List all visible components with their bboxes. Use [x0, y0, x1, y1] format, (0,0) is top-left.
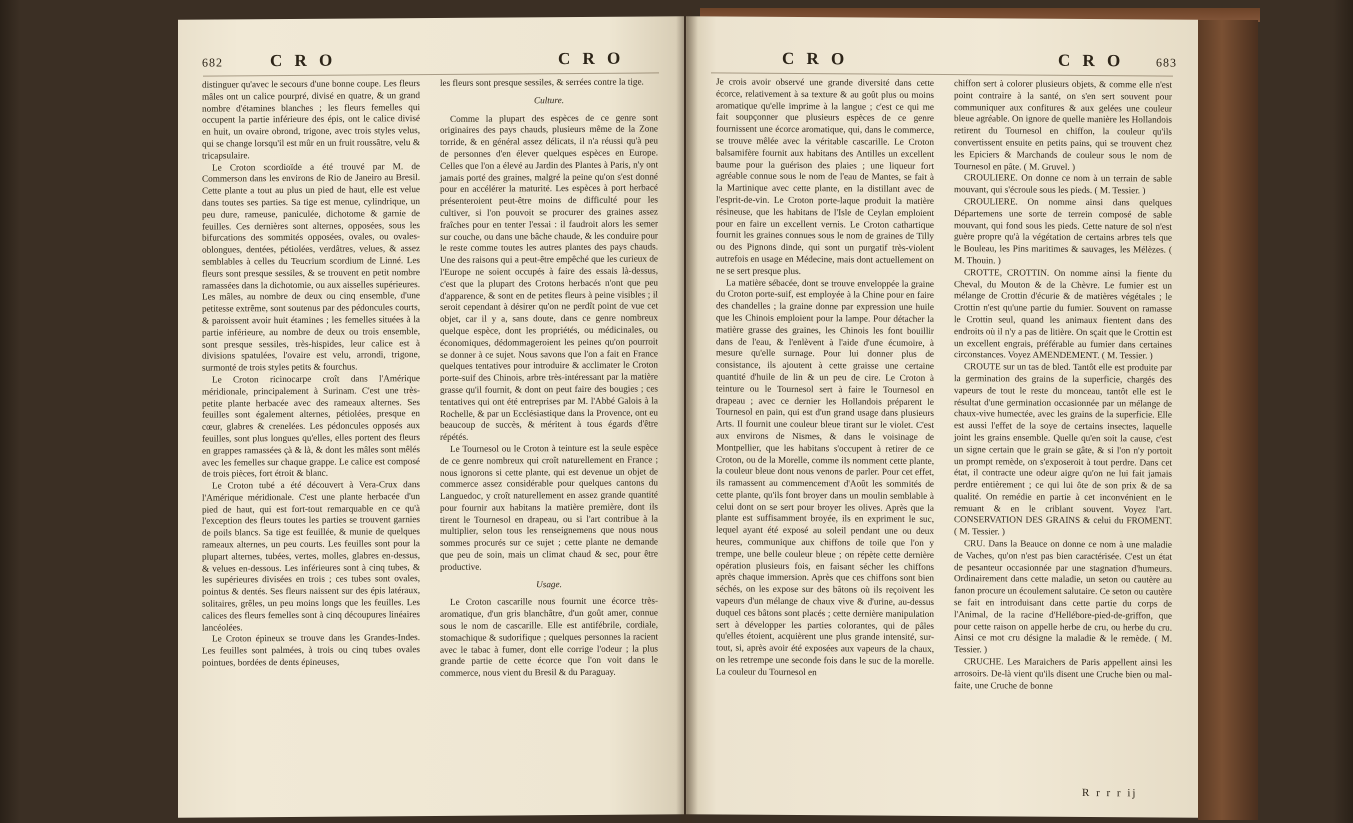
entry-cru: CRU. Dans la Beauce on donne ce nom à une maladie de Vaches, qu'on n'est pas bien caractérisée. C'est un état de pesanteur occasionnée par une stagnation d'humeurs. Ordinairement dans cette maladie, un seton ou cautère au fanon procure un écoulement salutaire. Ce seton ou cautère se fait en introduisant dans cette partie du corps de l'Animal, de la racine d'Hellébore-pied-de-griffon, que pour cette raison on appelle herbe de cru, ou herbe du cru. Ainsi ce mot cru désigne la maladie & le remède. ( M. Tessier. )	[954, 538, 1172, 655]
right-catchword-1: C R O	[782, 48, 849, 69]
paragraph: distinguer qu'avec le secours d'une bonne coupe. Les fleurs mâles ont un calice pourpré, divisé en quatre, & un grand nombre d'étamines blanches ; les fleurs femelles qui occupent la partie inférieure des épis, ont le calice divisé en huit, un ovaire obrond, trigone, avec trois styles velus, qui se change lorsqu'il est mûr en un fruit roussâtre, velu & tricapsulaire.	[202, 78, 420, 161]
paragraph: Comme la plupart des espèces de ce genre sont originaires des pays chauds, plusieurs même de la Zone torride, & en général assez délicats, il n'a réussi qu'à peu de personnes d'en élever quelques espèces en Europe. Celles que l'on a élevé au Jardin des Plantes à Paris, n'y ont jamais porté des graines, malgré la peine qu'on s'est donné pour en accélérer la maturité. Les espèces à port herbacé présenteroient peut-être moins de difficulté pour les cultiver, si l'on pouvoit se procurer des graines assez fraîches pour en tenter l'essai : il faudroit alors les semer sur couche, ou dans une bâche chaude, & les conduire pour le reste comme toutes les autres plantes des pays chauds. Une des raisons qui a peut-être empêché que les curieux de l'Europe ne soient occupés à faire des essais là-dessus, c'est que la plupart des Crotons herbacés n'ont que peu d'apparence, & sont en de petites fleurs à peine visibles ; il seroit cependant à désirer qu'on ne perdît point de vue cet objet, car il y a, sans doute, dans ce genre nombreux quelque espèce, dont les propriétés, ou médicinales, ou économiques, dédommageroient les peines qu'on pourroit se donner à ce sujet. Nous savons que l'on a fait en France quelques tentatives pour introduire & acclimater le Croton porte-suif des Chinois, arbre très-intéressant par la matière grasse qu'il fournit, & dont on peut faire des bougies ; ces tentatives qui ont été entreprises par M. l'Abbé Galois à la Rochelle, & par un Ecclésiastique dans la Provence, ont eu beaucoup de succès, & méritent à tous égards d'être répétés.	[440, 112, 658, 443]
paragraph: les fleurs sont presque sessiles, & serrées contre la tige.	[440, 76, 644, 88]
right-page-header	[686, 46, 1198, 76]
entry-cruche: CRUCHE. Les Maraichers de Paris appellent ainsi les arrosoirs. De-là vient qu'ils disent une Cruche bien ou mal-faite, une Cruche de bonne	[954, 656, 1172, 691]
right-column-1	[716, 76, 934, 679]
paragraph: La matière sébacée, dont se trouve enveloppée la graine du Croton porte-suif, est employée à la Chine pour en faire des chandelles ; la graine donne par expression une huile que les Chinois emploient pour la lampe. Pour détacher la matière grasse des graines, les Chinois les font bouillir dans de l'eau, & l'enlèvent à l'aide d'une écumoire, à mesure qu'elle surnage. Pour lui donner plus de consistance, ils ajoutent à cette graisse une certaine quantité d'huile de lin & un peu de cire. Le Croton à teinture ou le Tournesol sert à faire le Tournesol en drapeau ; avec ce dernier les Hollandois préparent le Tournesol en pain, qui est d'un grand usage dans plusieurs Arts. Il fournit une couleur bleue tirant sur le violet. C'est aux environs de Nismes, & dans le voisinage de Montpellier, que les habitans s'occupent à retirer de ce Croton, ou de la Morelle, comme ils nomment cette plante, la couleur bleue dont nous venons de parler. Pour cet effet, ils ramassent au commencement d'Août les sommités de cette plante, qu'ils font broyer dans un moulin semblable à celui dont on se sert pour broyer les olives. Après que la plante est suffisamment broyée, ils en expriment le suc, lequel ayant été exposé au soleil pendant une ou deux heures, communique aux chiffons de toile que l'on y trempe, une belle couleur bleue ; on répète cette dernière opération plusieurs fois, en faisant sécher les chiffons après chaque immersion. Après que ces chiffons sont bien séchés, on les expose sur des bâtons où ils reçoivent les vapeurs d'un mélange de chaux vive & d'urine, au-dessus duquel ces bâtons sont placés ; cette dernière manipulation sert à développer les parties colorantes, qui de pâles qu'elles étoient, acquièrent une plus grande intensité, sur-tout, si, après avoir été exposées aux vapeurs de la chaux, on les retrempe une seconde fois dans le suc de la morelle. La couleur du Tournesol en	[716, 277, 934, 677]
book-gutter	[676, 10, 698, 823]
paragraph: Le Croton épineux se trouve dans les Grandes-Indes. Les feuilles sont palmées, à trois ou cinq tubes ovales pointues, bordées de dents épineuses,	[202, 632, 420, 668]
entry-croute: CROUTE sur un tas de bled. Tantôt elle est produite par la germination des grains de la superficie, chargés des vapeurs de tout le reste du monceau, tantôt elle est le résultat d'une germination occasionnée par un mélange de chaux-vive humectée, avec les grains de la superficie. Elle est aussi l'effet de la soye de certains insectes, laquelle joint les grains ensemble. Quelle qu'en soit la cause, c'est un signe certain que le grain se gâte, & si l'on n'y portoit un prompt remède, on s'exposeroit à tout perdre. Dans cet état, il contracte une odeur aigre qu'on ne lui fait jamais perdre entièrement ; ce qui lui ôte de son prix & de sa qualité. On remédie en partie à cet inconvénient en le remuant & en le criblant souvent. Voyez l'art. CONSERVATION DES GRAINS & celui du FROMENT. ( M. Tessier. )	[954, 361, 1172, 537]
left-column-2	[440, 76, 658, 680]
right-catchword-2: C R O	[1058, 50, 1125, 71]
paragraph: Le Croton scordioïde a été trouvé par M. de Commerson dans les environs de Rio de Janeiro au Bresil. Cette plante a tout au plus un pied de haut, elle est velue dans toutes ses parties. Sa tige est menue, cylindrique, un peu dure, rameuse, paniculée, dichotome & garnie de feuilles. Ces dernières sont alternes, opposées, sous les bifurcations des sommités opposées, ovales, ou ovales-oblongues, dentées, pétiolées, verdâtres, velues, & assez semblables à celles du Teucrium scordium de Linné. Les fleurs sont presque sessiles, & se trouvent en petit nombre ramassées dans la dichotomie, ou aux aisselles supérieures. Les mâles, au nombre de deux ou cinq ensemble, d'une petitesse extrême, sont soutenus par des pédoncules courts, & paroissent avoir huit étamines ; les femelles situées à la partie inférieure, au nombre de deux ou trois ensemble, sont presque sessiles, très-hispides, leur calice est à divisions spatulées, l'ovaire est velu, arrondi, trigone, surmonté de trois styles petits & fourchus.	[202, 160, 420, 373]
left-catchword-1: C R O	[270, 50, 337, 71]
section-heading-usage: Usage.	[536, 578, 562, 589]
paragraph: Le Croton tubé a été découvert à Vera-Crux dans l'Amérique méridionale. C'est une plante herbacée d'un pied de haut, qui est fort-tout remarquable en ce qu'à l'exception des fleurs toutes les parties se trouvent garnies de poils blancs. Sa tige est feuillée, & munie de quelques rameaux alternes, un peu courts. Les feuilles sont pour la plupart alternes, tubées, vertes, molles, glabres en-dessus, & velues en-dessous. Les inférieures sont à cinq tubes, & les supérieures divisées en trois ; ces tubes sont ovales, pointus & dentés. Ses fleurs naissent sur des épis latéraux, solitaires, grêles, un peu moins longs que les feuilles. Les calices des fleurs femelles sont à cinq découpures linéaires lancéolées.	[202, 479, 420, 633]
entry-crotte: CROTTE, CROTTIN. On nomme ainsi la fiente du Cheval, du Mouton & de la Chèvre. Le fumier est un mélange de Crottin d'écurie & de matières végétales ; le Crottin n'est qu'une partie du fumier. Souvent on ramasse le Crottin seul, quand les animaux fientent dans des endroits où il n'y a pas de litière. On sçait que le Crottin est un excellent engrais, préférable au fumier dans certaines circonstances. Voyez AMENDEMENT. ( M. Tessier. )	[954, 266, 1172, 361]
left-catchword-2: C R O	[558, 48, 625, 69]
left-page-header	[178, 46, 684, 76]
paragraph: Le Croton cascarille nous fournit une écorce très-aromatique, d'un gris blanchâtre, d'un goût amer, connue sous le nom de cascarille. Elle est antifébrile, cordiale, stomachique & sudorifique ; quelques personnes la racient avec le tabac à fumer, dont elle corrige l'odeur ; la plus grande partie de cette écorce que l'on voit dans le commerce, nous vient du Bresil & du Paraguay.	[440, 595, 658, 679]
paragraph: chiffon sert à colorer plusieurs objets, & comme elle n'est point contraire à la santé, on s'en sert souvent pour communiquer aux confitures & aux gelées une couleur bleue agréable. On ignore de quelle manière les Hollandois retirent du Tournesol en chiffon, la couleur qu'ils convertissent ensuite en petits pains, qui se trouvent chez les Epiciers & Marchands de couleur sous le nom de Tournesol en pâte. ( M. Gruvel. )	[954, 78, 1172, 172]
entry-crouliere-1: CROULIERE. On donne ce nom à un terrain de sable mouvant, qui s'écroule sous les pieds. ( M. Tessier. )	[954, 172, 1172, 196]
right-page-number: 683	[1156, 55, 1177, 70]
left-page	[178, 16, 684, 818]
paragraph: Le Tournesol ou le Croton à teinture est la seule espèce de ce genre nombreux qui croît naturellement en France ; nous ignorons si cette plante, qui est devenue un objet de commerce assez considérable pour quelques cantons du Languedoc, y croît naturellement en assez grande quantité pour fournir aux habitans la matière première, dont ils tirent le Tournesol en drapeau, ou si l'art contribue à la multiplier, selon tous les renseignemens que nous nous sommes procurés sur ce sujet ; cette plante ne demande que peu de soin, mais un climat chaud & sec, pour être productive.	[440, 442, 658, 572]
entry-crouliere-2: CROULIERE. On nomme ainsi dans quelques Départemens une sorte de terrein composé de sable mouvant, qui fond sous les pieds. Cette nature de sol n'est guère propre qu'à la végétation de certains arbres tels que le Bouleau, les Pins maritimes & sauvages, les Mélèzes. ( M. Thouin. )	[954, 196, 1172, 266]
section-heading-culture: Culture.	[533, 94, 565, 106]
left-column-1	[202, 78, 420, 669]
paragraph: Le Croton ricinocarpe croît dans l'Amérique méridionale, principalement à Surinam. C'est une très-petite plante herbacée avec des rameaux alternes. Ses feuilles sont également alternes, pétiolées, presque en cœur, glabres & crenelées. Les pédoncules opposés aux feuilles, sont plus longues qu'elles, elles portent des fleurs en grappes ramassées çà & là, & dont les mâles sont mêlés avec les femelles sur chaque grappe. Le calice est composé de trois pièces, fort étroit & blanc.	[202, 372, 420, 479]
paragraph: Je crois avoir observé une grande diversité dans cette écorce, relativement à sa texture & au goût plus ou moins aromatique qu'elle imprime à la langue ; c'est ce qui me fait soupçonner que plusieurs espèces de ce genre fournissent une écorce aromatique, qui, dans le commerce, se trouve mêlée avec la véritable cascarille. Le Croton balsamifère fournit aux habitans des Antilles un excellent baume pour la guérison des plaies ; une liqueur fort agréable connue sous le nom de l'eau de Mantes, se fait à la Martinique avec cette plante, en la distillant avec de l'esprit-de-vin. Le Croton porte-laque produit la matière résineuse, que les habitans de l'Isle de Ceylan emploient pour en faire un excellent vernis. Le Croton cathartique fournit les graines connues sous le nom de graines de Tilly ou des Pignons dinde, qui sont un purgatif très-violent autrefois en usage en Médecine, mais dont actuellement on ne se sert presque plus.	[716, 76, 934, 276]
right-column-2	[954, 78, 1172, 693]
book-cover-edge	[1198, 20, 1258, 820]
signature-mark: R r r r ij	[1082, 786, 1138, 800]
right-page	[686, 16, 1198, 818]
left-page-number: 682	[202, 55, 223, 70]
